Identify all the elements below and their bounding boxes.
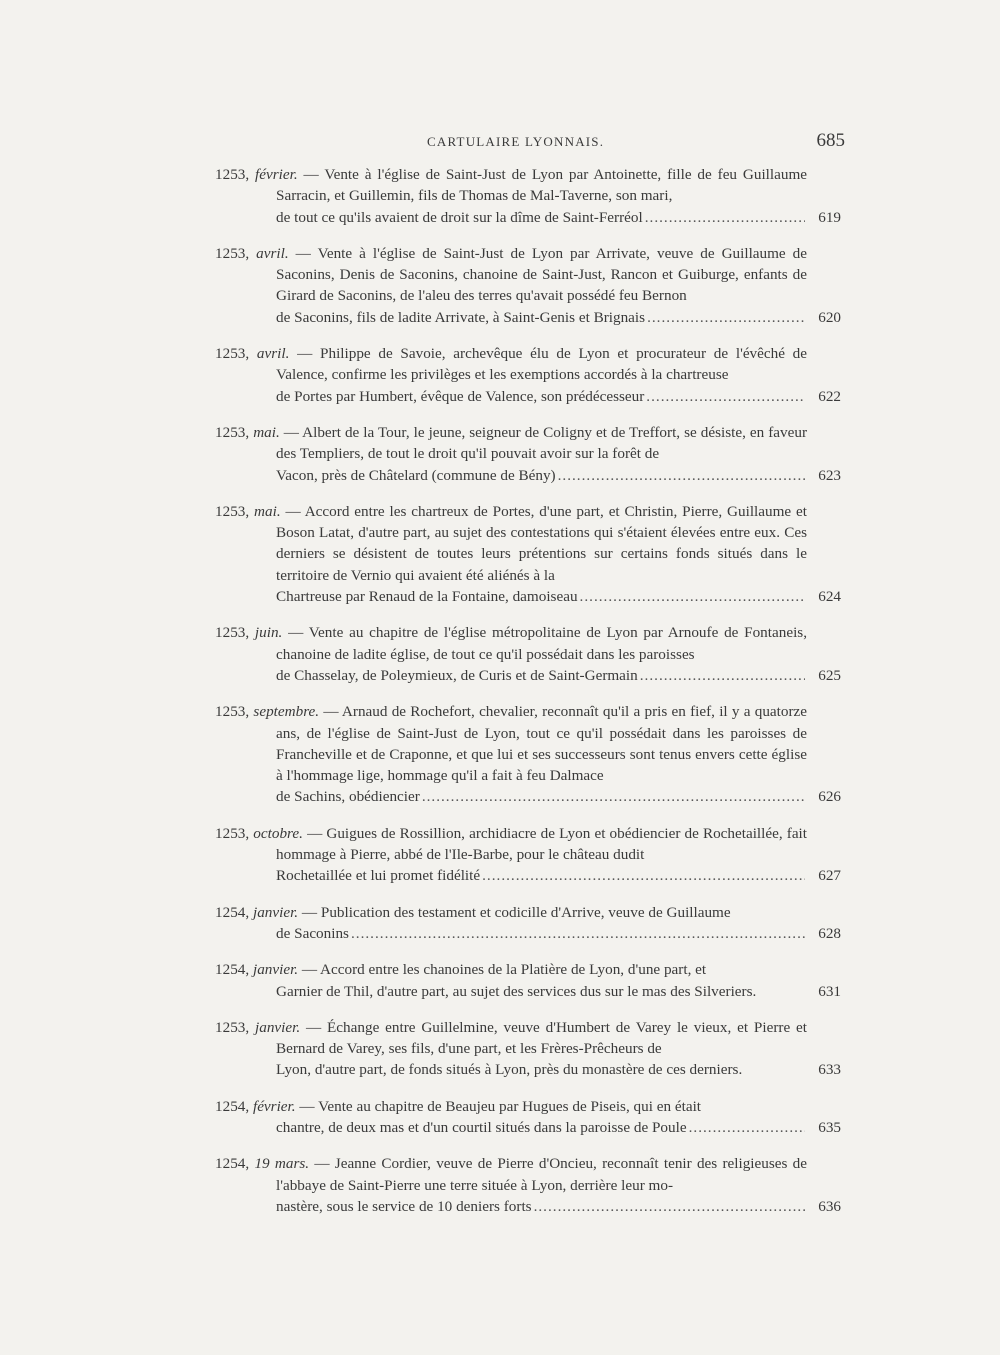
entry-date: janvier. [255,1018,301,1036]
entry-body: — Accord entre les chanoines de la Platière de Lyon, d'une part, et [301,961,707,979]
entry-body: — Accord entre les chartreux de Portes, d'une part, et Christin, Pierre, Guillaume et Boson Latat, d'autre part, au sujet des contestations qui s'étaient élevées entre eux. Ces derniers se désistent de toutes leurs prétentions sur certains fonds situés dans le territoire de Vernio qui avaient été aliénés à la [276,502,807,584]
leader-dots [645,207,805,228]
entry-last-text: de Chasselay, de Poleymieux, de Curis et de Saint-Germain [276,666,638,684]
entry-year: 1253, [215,166,256,183]
entry-last-line [276,386,807,407]
catalog-entry [215,501,841,607]
entry-year: 1254, [215,1155,255,1173]
catalog-entry [215,164,841,228]
entry-last-text: nastère, sous le service de 10 deniers forts [276,1197,532,1215]
entry-last-line [276,1117,807,1138]
entry-last-text: Vacon, près de Châtelard (commune de Bény) [276,466,556,484]
entry-year: 1253, [215,624,255,642]
catalog-entry [215,1153,841,1217]
entry-page-ref: 625 [818,666,841,684]
catalog-entry [215,243,841,328]
entry-date: avril. [256,244,289,262]
entry-page-ref: 628 [818,924,841,942]
catalog-entry [215,959,841,1002]
entry-body: — Vente au chapitre de l'église métropolitaine de Lyon par Arnoufe de Fontaneis, chanoine de ladite église, de tout ce qu'il possédait dans les paroisses [276,624,808,663]
entry-page-ref: 624 [818,588,841,606]
entry-last-text: de tout ce qu'ils avaient de droit sur la dîme de Saint-Ferréol [276,208,643,226]
page-number: 685 [816,130,845,151]
entry-page-ref: 619 [818,208,841,226]
entry-last-text: Rochetaillée et lui promet fidélité [276,867,481,885]
running-title: CARTULAIRE LYONNAIS. [427,134,605,149]
entry-last-text: Lyon, d'autre part, de fonds situés à Lyon, près du monastère de ces derniers. [276,1061,743,1079]
entry-date: mai. [254,502,281,520]
entry-page-ref: 633 [818,1061,841,1079]
leader-dots [640,665,805,686]
entry-body: — Échange entre Guillelmine, veuve d'Humbert de Varey le vieux, et Pierre et Bernard de Varey, ses fils, d'une part, et les Frères-Prêcheurs de [276,1018,807,1058]
leader-dots [647,307,805,328]
entry-last-line [276,981,807,1002]
entry-body: — Guigues de Rossillion, archidiacre de Lyon et obédiencier de Rochetaillée, fait hommage à Pierre, abbé de l'Ile-Barbe, pour le château dudit [276,824,808,864]
entry-year: 1254, [215,1097,253,1115]
entry-last-line [276,465,807,486]
entry-last-text: Chartreuse par Renaud de la Fontaine, damoiseau [276,588,578,606]
entry-page-ref: 622 [818,387,841,405]
catalog-entry [215,343,841,407]
entry-last-text: Garnier de Thil, d'autre part, au sujet des services dus sur le mas des Silveriers. [276,982,757,1000]
leader-dots [351,923,805,944]
entry-year: 1253, [215,1018,256,1036]
entry-last-line [276,586,807,607]
entry-body: — Publication des testament et codicille d'Arrive, veuve de Guillaume [301,903,731,921]
entry-year: 1253, [215,345,257,363]
entry-year: 1253, [215,244,257,262]
entry-date: octobre. [253,824,303,842]
entry-page-ref: 631 [818,982,841,1000]
entry-page-ref: 627 [818,867,841,885]
entry-body: — Albert de la Tour, le jeune, seigneur de Coligny et de Treffort, se désiste, en faveur des Templiers, de tout le droit qu'il pouvait avoir sur la forêt de [276,423,808,463]
entry-date: janvier. [252,961,299,979]
entry-date: janvier. [252,903,299,921]
entry-date: avril. [256,345,290,363]
entry-list [215,164,841,1232]
entry-page-ref: 636 [818,1197,841,1215]
catalog-entry [215,622,841,686]
entry-year: 1253, [215,502,255,520]
entry-year: 1253, [215,824,254,842]
entry-year: 1254, [215,903,253,921]
catalog-entry [215,902,841,945]
entry-last-text: de Sachins, obédiencier [276,788,420,806]
entry-page-ref: 623 [818,466,841,484]
entry-last-line [276,923,807,944]
entry-date: juin. [254,624,283,642]
leader-dots [646,386,805,407]
entry-year: 1254, [215,961,253,979]
entry-year: 1253, [215,423,254,441]
entry-last-text: de Saconins [276,924,349,942]
catalog-entry [215,701,841,807]
entry-last-text: chantre, de deux mas et d'un courtil situés dans la paroisse de Poule [276,1118,687,1136]
entry-date: février. [255,166,298,183]
entry-last-line [276,786,807,807]
entry-body: — Philippe de Savoie, archevêque élu de Lyon et procurateur de l'évêché de Valence, confirme les privilèges et les exemptions accordés à la chartreuse [276,345,808,384]
entry-last-line [276,865,807,886]
entry-date: février. [252,1097,296,1115]
entry-body: — Vente au chapitre de Beaujeu par Hugues de Piseis, qui en était [299,1097,702,1115]
entry-body: — Arnaud de Rochefort, chevalier, reconnaît qu'il a pris en fief, il y a quatorze ans, de l'église de Saint-Just de Lyon, tout ce qu'il possédait dans les paroisses de Francheville et de Craponne, et que lui et ses successeurs sont tenus envers cette église à l'hommage lige, hommage qu'il a fait à feu Dalmace [276,703,808,785]
entry-last-line [276,307,807,328]
page-header [215,130,845,160]
entry-year: 1253, [215,703,254,721]
entry-last-line [276,1196,807,1217]
entry-body: — Vente à l'église de Saint-Just de Lyon par Antoinette, fille de feu Guillaume Sarracin, et Guillemin, fils de Thomas de Mal-Taverne, son mari, [276,166,808,205]
entry-last-text: de Saconins, fils de ladite Arrivate, à Saint-Genis et Brignais [276,308,646,326]
leader-dots [558,465,805,486]
entry-date: 19 mars. [254,1155,310,1173]
entry-page-ref: 626 [818,788,841,806]
entry-body: — Jeanne Cordier, veuve de Pierre d'Oncieu, reconnaît tenir des religieuses de l'abbaye de Saint-Pierre une terre située à Lyon, derrière leur mo- [276,1155,808,1194]
leader-dots [422,786,805,807]
leader-dots [580,586,805,607]
catalog-entry [215,1096,841,1139]
entry-last-line [276,1059,807,1080]
leader-dots [534,1196,805,1217]
entry-last-line [276,207,807,228]
entry-body: — Vente à l'église de Saint-Just de Lyon par Arrivate, veuve de Guillaume de Saconins, Denis de Saconins, chanoine de Saint-Just, Rancon et Guiburge, enfants de Girard de Saconins, de l'aleu des terres qu'avait possédé feu Bernon [276,244,808,305]
entry-page-ref: 620 [818,308,841,326]
leader-dots [689,1117,805,1138]
catalog-entry [215,1017,841,1081]
leader-dots [482,865,805,886]
entry-page-ref: 635 [818,1118,841,1136]
entry-last-line [276,665,807,686]
catalog-entry [215,422,841,486]
catalog-entry [215,823,841,887]
entry-date: septembre. [253,703,320,721]
entry-date: mai. [253,423,280,441]
entry-last-text: de Portes par Humbert, évêque de Valence, son prédécesseur [276,387,645,405]
